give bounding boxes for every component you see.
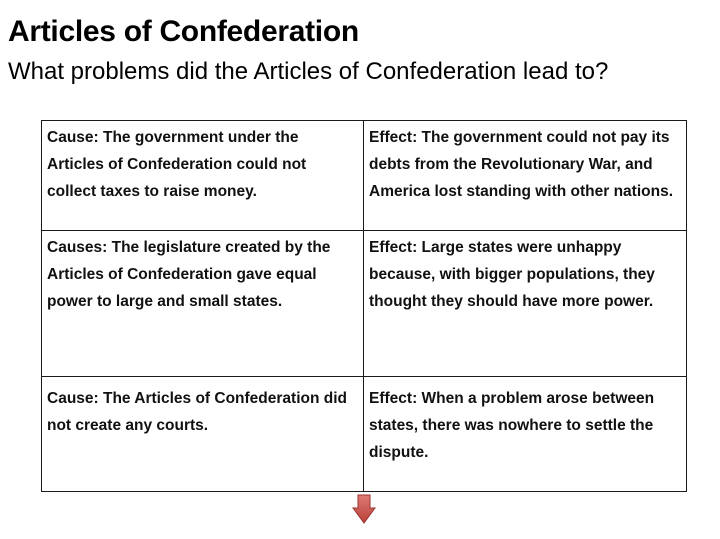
table-row bbox=[42, 231, 687, 377]
slide-subtitle: What problems did the Articles of Confederation lead to? bbox=[8, 58, 609, 85]
down-arrow-icon[interactable] bbox=[352, 494, 376, 524]
effect-cell: Effect: Large states were unhappy because, with bigger populations, they thought they should have more power. bbox=[364, 231, 687, 377]
effect-cell: Effect: When a problem arose between states, there was nowhere to settle the dispute. bbox=[364, 377, 687, 492]
cause-cell: Causes: The legislature created by the Articles of Confederation gave equal power to large and small states. bbox=[42, 231, 364, 377]
cause-cell: Cause: The government under the Articles of Confederation could not collect taxes to raise money. bbox=[42, 121, 364, 231]
effect-cell: Effect: The government could not pay its debts from the Revolutionary War, and America lost standing with other nations. bbox=[364, 121, 687, 231]
cause-cell: Cause: The Articles of Confederation did not create any courts. bbox=[42, 377, 364, 492]
cause-effect-table bbox=[41, 120, 687, 492]
table-row bbox=[42, 121, 687, 231]
table-row bbox=[42, 377, 687, 492]
slide-title: Articles of Confederation bbox=[8, 15, 359, 48]
